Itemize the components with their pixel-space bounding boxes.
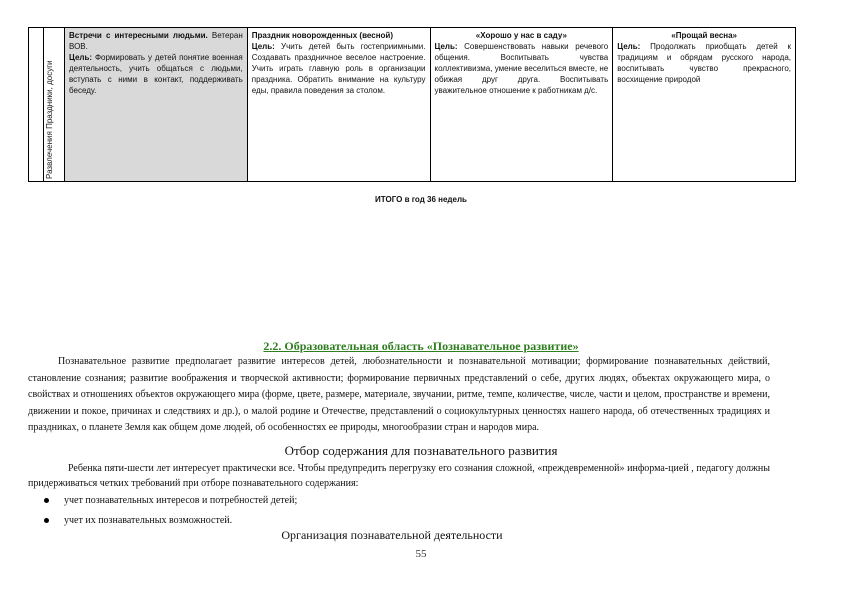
table-row bbox=[29, 28, 796, 182]
vertical-label-cell bbox=[44, 28, 65, 182]
cell-title: «Прощай весна» bbox=[671, 31, 737, 40]
events-table bbox=[28, 27, 796, 182]
subheading: Отбор содержания для познавательного развития bbox=[284, 443, 558, 458]
subheading-2: Организация познавательной деятельности bbox=[281, 528, 503, 542]
list-item bbox=[44, 494, 297, 514]
total-weeks: ИТОГО в год 36 недель bbox=[375, 195, 467, 204]
goal-text: Совершенствовать навыки речевого общения. Воспитывать чувства коллективизма, умение веселиться вместе, не обижая друг друга. Воспитывать уважительное отношение к работникам д/с. bbox=[434, 42, 609, 95]
cell-farewell-spring bbox=[613, 28, 796, 182]
goal-label: Цель: bbox=[69, 53, 93, 62]
page-number: 55 bbox=[415, 548, 427, 560]
goal-label: Цель: bbox=[434, 42, 458, 51]
cell-title-extra: Ветеран ВОВ. bbox=[69, 31, 243, 51]
goal-text: Учить детей быть гостеприимными. Создавать праздничное веселое настроение. Учить играть главную роль в организации праздника. Обратить внимание на культуру еды, правила поведения за столом. bbox=[251, 42, 426, 95]
bullet-icon bbox=[44, 518, 49, 523]
cell-title: Праздник новорожденных (весной) bbox=[251, 31, 393, 40]
cell-title: «Хорошо у нас в саду» bbox=[475, 31, 567, 40]
bullet-icon bbox=[44, 498, 49, 503]
list-item-text: учет познавательных интересов и потребностей детей; bbox=[64, 495, 298, 506]
section-title: 2.2. Образовательная область «Познавательное развитие» bbox=[263, 339, 579, 353]
cell-title: Встречи с интересными людьми. bbox=[69, 31, 208, 40]
body-paragraph: Познавательное развитие предполагает развитие интересов детей, любознательности и познавательной мотивации; формирование познавательных действий, становление сознания; развитие воображения и творческой активности; формирование первичных представлений о себе, других людях, объектах окружающего мира, о свойствах и отношениях объектов окружающего мира (форме, цвете, размере, материале, звучании, ритме, темпе, количестве, числе, части и целом, пространстве и времени, движении и покое, причинах и следствиях и др.), о малой родине и Отечестве, представлений о социокультурных ценностях нашего народа, об отечественных традициях и праздниках, о планете Земля как общем доме людей, об особенностях ее природы, многообразии стран и народов мира. bbox=[28, 356, 770, 433]
empty-cell bbox=[29, 28, 44, 182]
body-paragraph-2: Ребенка пяти-шести лет интересует практически все. Чтобы предупредить перегрузку его сознания сложной, «преждевременной» информа-цией , педагогу должны придерживаться четких требований при отборе познавательного содержания: bbox=[28, 463, 770, 489]
goal-label: Цель: bbox=[251, 42, 275, 51]
goal-label: Цель: bbox=[617, 42, 641, 51]
cell-meetings bbox=[65, 28, 248, 182]
goal-text: Формировать у детей понятие военная деятельность, учить общаться с людьми, вступать с ними в контакт, поддерживать беседу. bbox=[69, 53, 243, 95]
cell-newborn-holiday bbox=[247, 28, 430, 182]
vertical-label: Развлечения Праздники, досуги bbox=[45, 60, 54, 179]
list-item-text: учет их познавательных возможностей. bbox=[64, 515, 233, 526]
cell-kindergarten bbox=[430, 28, 613, 182]
goal-text: Продолжать приобщать детей к традициям и обрядам русского народа, воспитывать чувство прекрасного, восхищение природой bbox=[617, 42, 791, 84]
